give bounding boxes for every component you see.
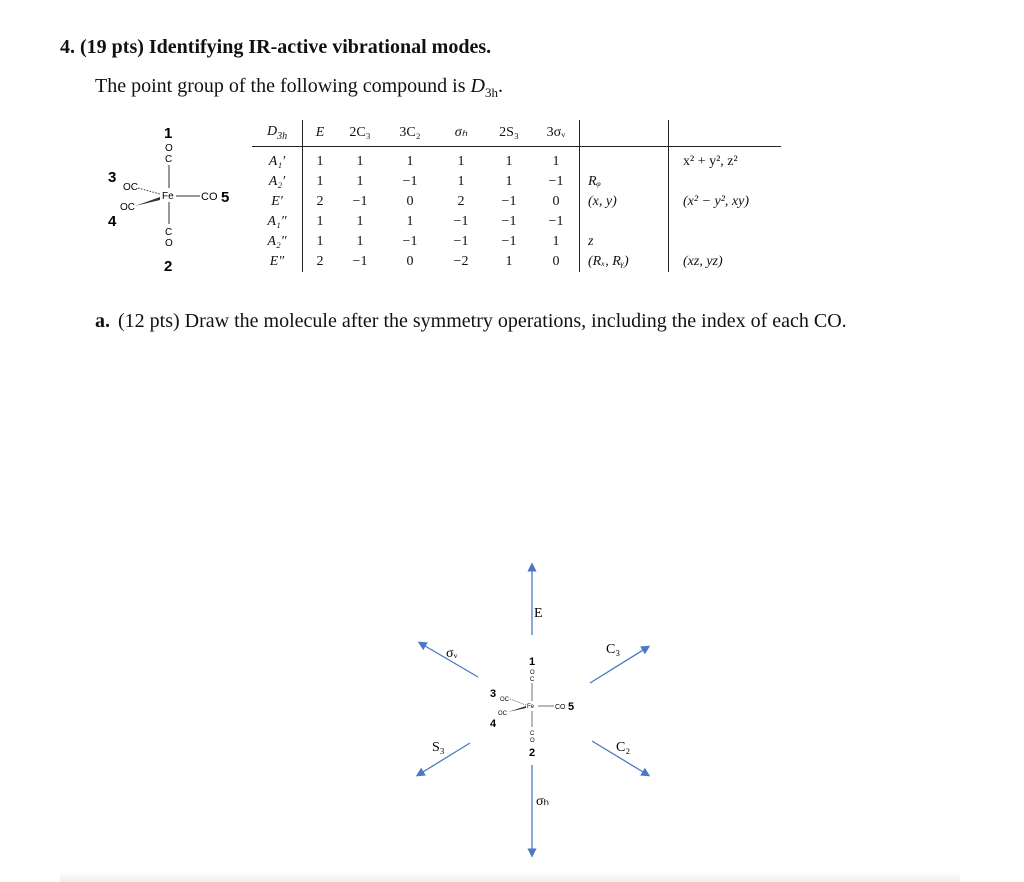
quadratic-cell <box>669 232 782 252</box>
point-group-letter: D <box>470 75 485 97</box>
co-index-5: 5 <box>221 189 230 206</box>
quadratic-cell <box>669 172 782 192</box>
label-sigma-v: σᵥ <box>446 646 458 661</box>
char-cell: 0 <box>406 194 414 209</box>
char-cell: −1 <box>453 234 469 249</box>
linear-cell <box>580 212 669 232</box>
char-cell: 1 <box>316 214 324 229</box>
irrep-label: A₂″ <box>252 232 303 252</box>
quadratic-cell <box>669 212 782 232</box>
cut-off-text-edge <box>60 872 960 882</box>
char-cell: 1 <box>505 174 513 189</box>
quadratic-cell: x² + y², z² <box>683 154 738 169</box>
label-c2: C₂ <box>616 740 631 755</box>
small-bottom-c: C <box>530 731 535 737</box>
char-cell: 1 <box>533 152 580 172</box>
linear-cell: Rᵩ <box>580 172 669 192</box>
char-cell: 1 <box>406 214 414 229</box>
char-cell: −1 <box>533 172 580 192</box>
small-left-lower: OC <box>498 711 507 717</box>
op-header: σₕ <box>454 125 468 141</box>
part-a-prompt <box>95 310 847 333</box>
char-cell: −1 <box>352 194 368 209</box>
label-c3: C₃ <box>606 642 621 657</box>
intro-period: . <box>497 75 503 97</box>
table-row <box>252 232 781 252</box>
char-cell: 1 <box>505 154 513 169</box>
ligand-left-upper: OC <box>123 182 138 193</box>
table-group-header: $D_{3h}$ <box>252 120 303 146</box>
char-cell: 1 <box>316 234 324 249</box>
ligand-bottom-c: C <box>165 227 173 238</box>
question-title <box>60 36 491 59</box>
char-cell: −1 <box>352 254 368 269</box>
char-cell: 1 <box>356 214 364 229</box>
char-cell: 1 <box>505 254 513 269</box>
question-heading: Identifying IR-active vibrational modes. <box>148 36 492 58</box>
char-cell: 1 <box>533 232 580 252</box>
bond-left-upper <box>138 188 160 194</box>
table-row <box>252 212 781 232</box>
char-cell: 1 <box>316 154 324 169</box>
label-s3: S₃ <box>432 740 445 755</box>
op-header: E <box>315 124 325 140</box>
quadratic-cell: (x² − y², xy) <box>683 194 750 209</box>
char-cell: 1 <box>356 174 364 189</box>
ligand-top-o: O <box>165 143 173 154</box>
op-header: 3σᵥ <box>533 120 580 146</box>
question-intro <box>95 75 503 101</box>
char-cell: −1 <box>533 212 580 232</box>
metal-fe: Fe <box>162 191 174 202</box>
char-cell: 1 <box>316 174 324 189</box>
irrep-label: A₁″ <box>252 212 303 232</box>
char-cell: −1 <box>402 174 418 189</box>
part-a-label: a. <box>95 310 110 332</box>
table-row <box>252 192 781 212</box>
linear-cell: (Rₓ, Rᵧ) <box>580 252 669 272</box>
char-cell: 2 <box>457 194 465 209</box>
molecule-small <box>490 656 574 759</box>
char-cell: −1 <box>501 214 517 229</box>
quadratic-header <box>669 120 782 146</box>
small-top-o: O <box>530 670 535 676</box>
point-group-subscript: 3h <box>484 85 498 100</box>
op-header: 2S₃ <box>499 124 519 140</box>
char-cell: −1 <box>453 214 469 229</box>
ligand-left-lower: OC <box>120 202 135 213</box>
small-index-1: 1 <box>529 656 536 668</box>
small-index-4: 4 <box>490 718 497 730</box>
linear-cell: (x, y) <box>580 192 669 212</box>
label-e: E <box>534 606 543 621</box>
linear-header <box>580 120 669 146</box>
co-index-4: 4 <box>108 213 117 230</box>
char-cell: 1 <box>457 154 465 169</box>
small-left-upper: OC <box>500 697 509 703</box>
molecule-structure <box>100 120 250 280</box>
op-header: 3C₂ <box>399 124 421 140</box>
bond-left-lower-wedge <box>135 197 160 206</box>
small-top-c: C <box>530 677 535 683</box>
irrep-label: E″ <box>252 252 303 272</box>
linear-cell <box>580 152 669 172</box>
small-bottom-o: O <box>530 738 535 744</box>
char-cell: −2 <box>453 254 469 269</box>
small-index-2: 2 <box>529 747 536 759</box>
char-cell: 1 <box>356 234 364 249</box>
co-index-1: 1 <box>164 125 173 142</box>
char-cell: −1 <box>501 234 517 249</box>
question-number: 4. <box>60 36 75 58</box>
label-sigma-h: σₕ <box>536 794 550 809</box>
table-row <box>252 152 781 172</box>
intro-text: The point group of the following compound is <box>95 75 471 97</box>
co-index-2: 2 <box>164 258 173 275</box>
op-header: 2C₃ <box>349 124 371 140</box>
irrep-label: A₁′ <box>252 152 303 172</box>
char-cell: 0 <box>533 252 580 272</box>
quadratic-cell: (xz, yz) <box>683 254 723 269</box>
char-cell: 0 <box>533 192 580 212</box>
char-cell: 1 <box>457 174 465 189</box>
ligand-right: CO <box>201 191 218 203</box>
linear-cell: z <box>580 232 669 252</box>
symmetry-diagram <box>400 555 680 865</box>
character-table <box>252 120 781 272</box>
ligand-top-c: C <box>165 154 173 165</box>
char-cell: 2 <box>316 194 324 209</box>
irrep-label: A₂′ <box>252 172 303 192</box>
char-cell: 1 <box>356 154 364 169</box>
table-row <box>252 172 781 192</box>
char-cell: −1 <box>501 194 517 209</box>
char-cell: −1 <box>402 234 418 249</box>
ligand-bottom-o: O <box>165 238 173 249</box>
question-points: (19 pts) <box>80 36 144 58</box>
table-row <box>252 252 781 272</box>
char-cell: 0 <box>406 254 414 269</box>
small-right: CO <box>555 704 566 711</box>
part-a-text: (12 pts) Draw the molecule after the symmetry operations, including the index of each CO. <box>118 310 847 332</box>
irrep-label: E′ <box>252 192 303 212</box>
small-index-3: 3 <box>490 688 497 700</box>
co-index-3: 3 <box>108 169 117 186</box>
small-index-5: 5 <box>568 701 575 713</box>
small-metal: Fe <box>527 704 535 710</box>
char-cell: 2 <box>316 254 324 269</box>
char-cell: 1 <box>406 154 414 169</box>
